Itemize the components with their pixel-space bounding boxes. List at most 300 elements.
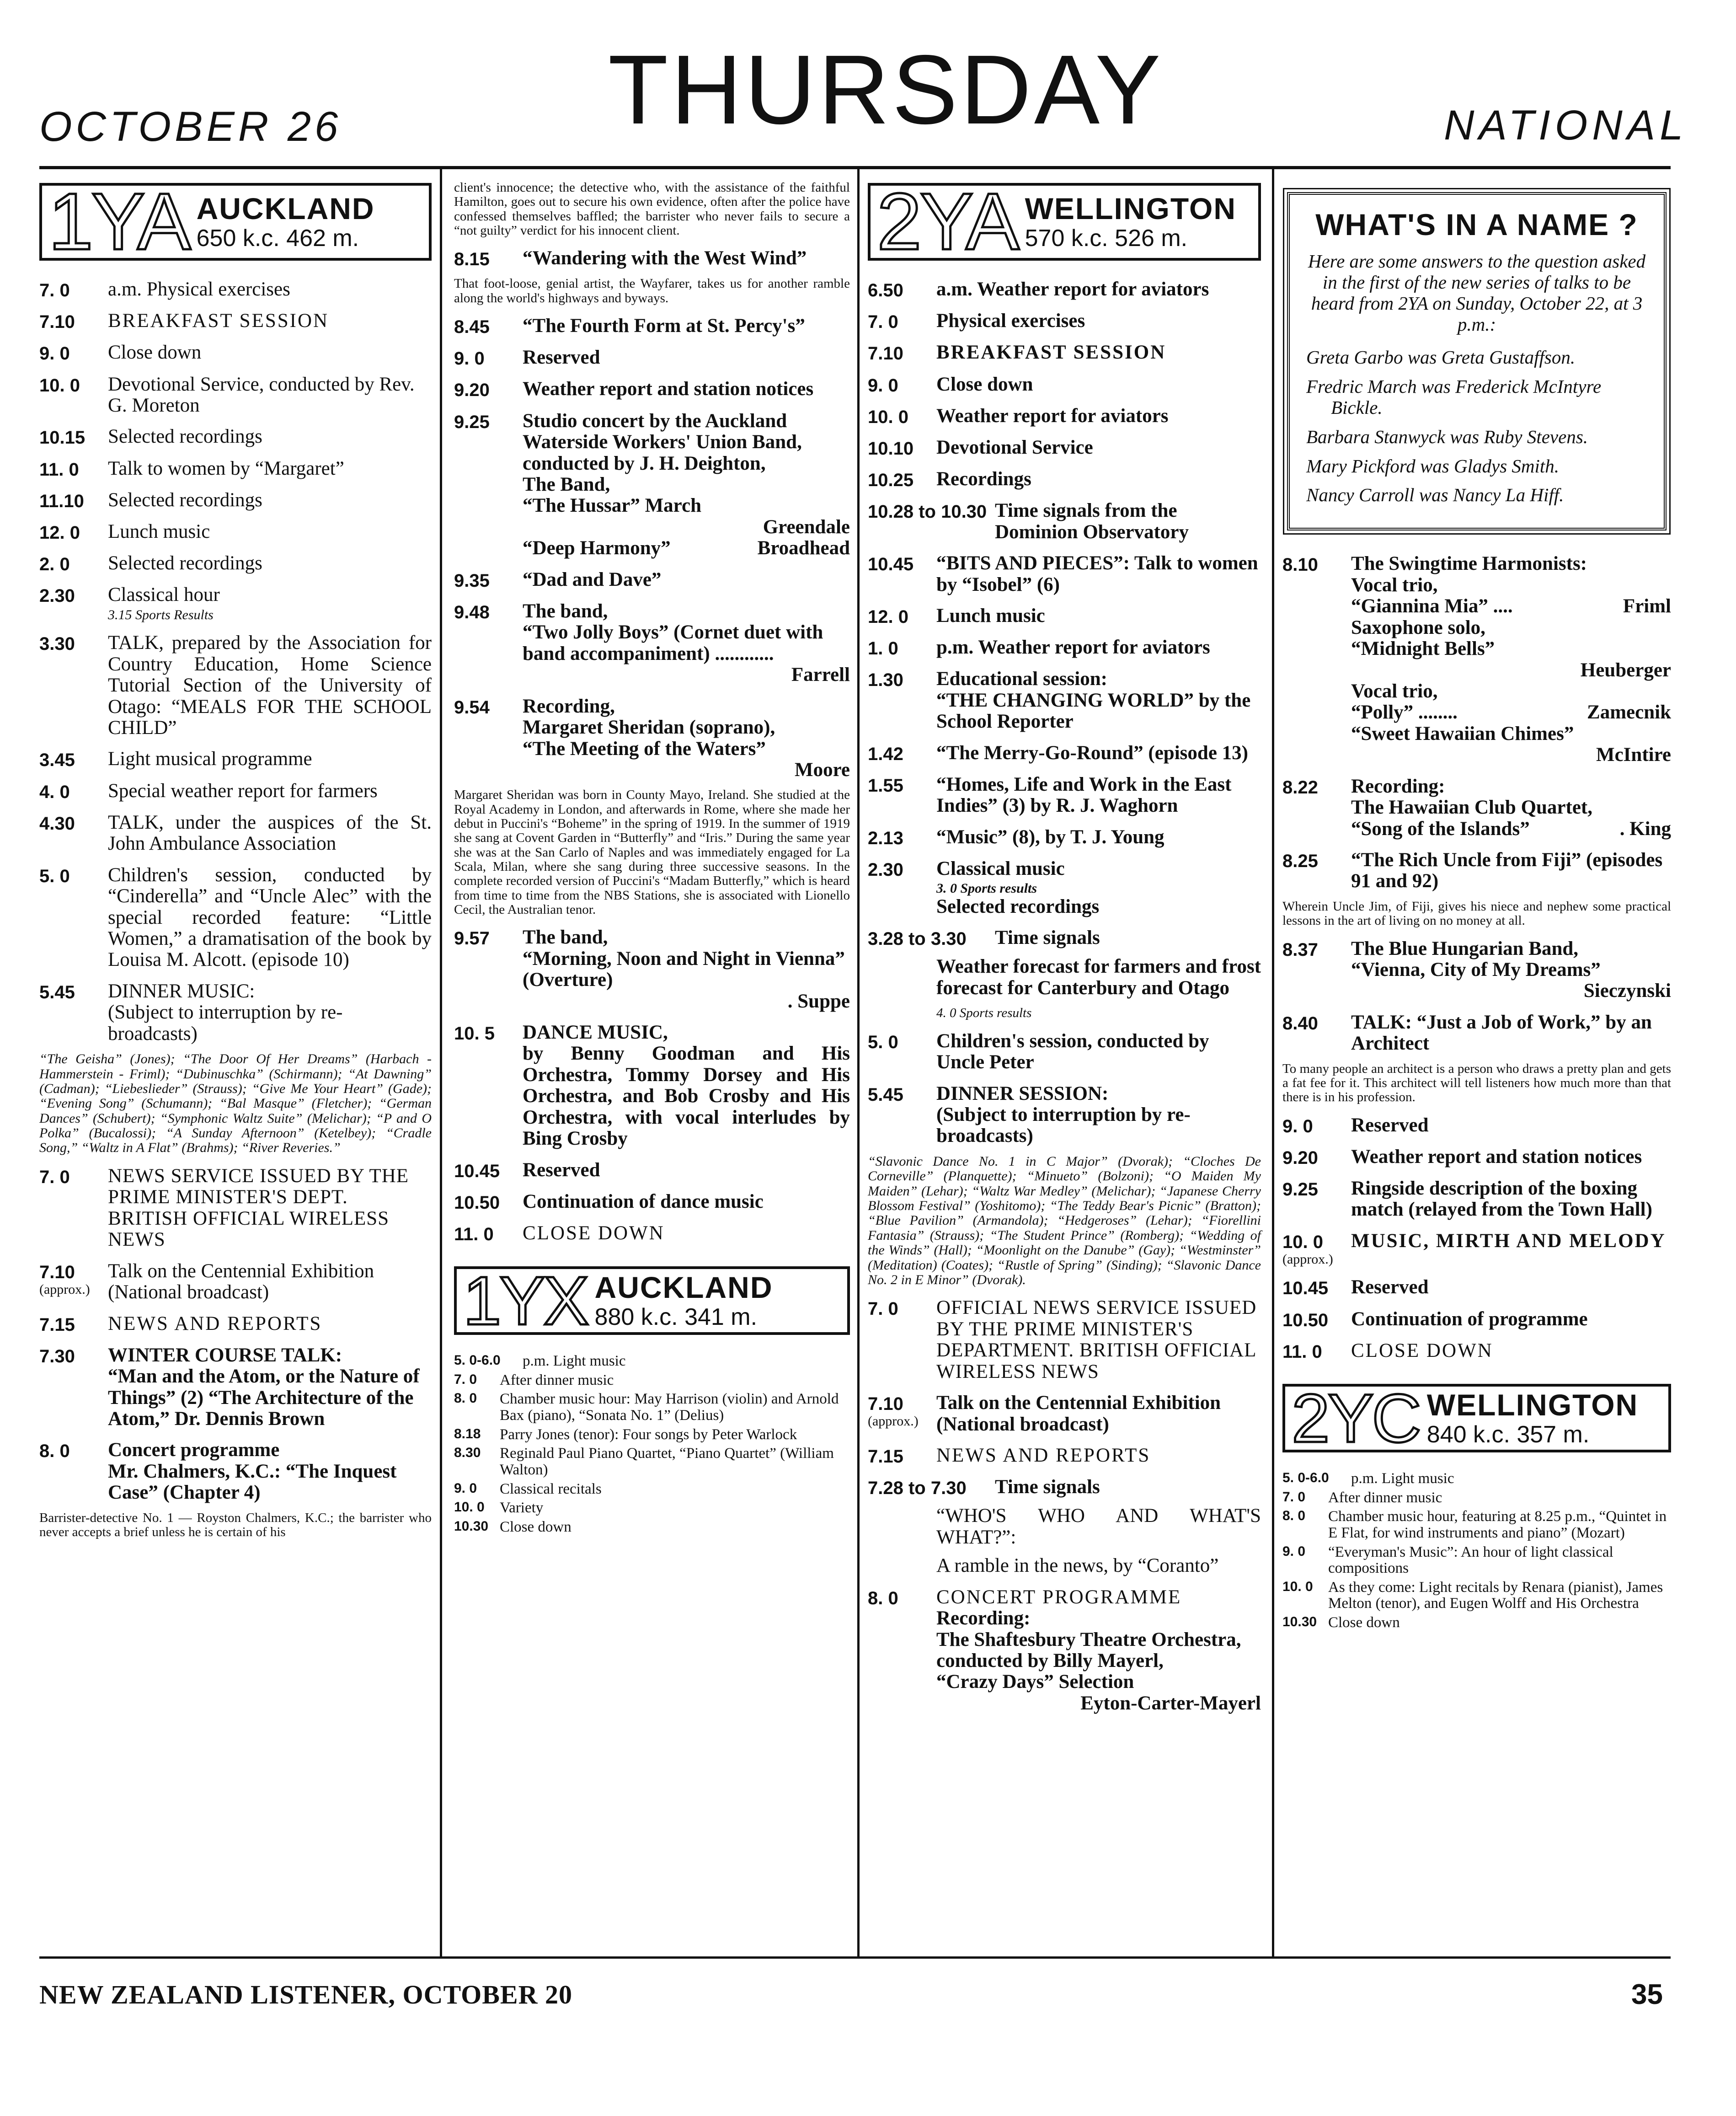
- entry-time: 7.15: [39, 1314, 75, 1335]
- programme-entry: [868, 669, 1261, 732]
- entry-subtext: A ramble in the news, by “Coranto”: [936, 1555, 1219, 1577]
- schedule-row: [454, 1481, 850, 1498]
- page-date: OCTOBER 26: [39, 103, 342, 150]
- programme-entry: [868, 311, 1261, 332]
- programme-entry: [868, 774, 1261, 817]
- entry-time: 10.45: [454, 1161, 500, 1181]
- entry-subtext: “Song of the Islands”: [1351, 818, 1530, 840]
- entry-text: The band,: [523, 927, 608, 948]
- programme-entry: [1282, 850, 1671, 892]
- entry-text: p.m. Weather report for aviators: [936, 637, 1210, 659]
- station-call-sign: 1YA: [48, 177, 189, 267]
- entry-time: 7. 0: [39, 1167, 70, 1187]
- entry-time: 10.10: [868, 438, 914, 459]
- schedule-row: [454, 1372, 850, 1389]
- programme-entry: [39, 1261, 432, 1303]
- entry-time: 7.10: [868, 343, 903, 364]
- entry-time: 7.10: [39, 312, 75, 332]
- entry-subtext: “The Hussar” March: [523, 495, 701, 517]
- entry-description: That foot-loose, genial artist, the Wayfarer, takes us for another ramble along the world's highways and byways.: [454, 276, 850, 305]
- entry-approx: (approx.): [39, 1281, 90, 1297]
- entry-time: 10. 0: [39, 375, 80, 396]
- entry-text: CLOSE DOWN: [1351, 1339, 1493, 1361]
- entry-text: Devotional Service: [936, 436, 1093, 458]
- entry-time: 8.45: [454, 317, 490, 337]
- entry-text: TALK, under the auspices of the St. John Ambulance Association: [108, 811, 432, 855]
- entry-text: The Blue Hungarian Band,: [1351, 937, 1579, 959]
- programme-entry: [39, 521, 432, 543]
- entry-time: 7. 0: [868, 312, 898, 332]
- programme-entry: [868, 743, 1261, 764]
- programme-entry: [868, 374, 1261, 396]
- programme-entry: [454, 927, 850, 1012]
- programme-entry: [454, 347, 850, 369]
- programme-entry: [1282, 1178, 1671, 1221]
- entry-time: 7. 0: [454, 1371, 477, 1387]
- programme-entry: [39, 749, 432, 770]
- entry-time: 9. 0: [868, 375, 898, 396]
- programme-entry: [454, 1022, 850, 1150]
- entry-description: Barrister-detective No. 1 — Royston Chalmers, K.C.; the barrister who never accepts a brief unless he is certain of his: [39, 1510, 432, 1540]
- entry-time: 9.20: [1282, 1147, 1318, 1168]
- entry-text: MUSIC, MIRTH AND MELODY: [1351, 1230, 1666, 1252]
- entry-time: 9.57: [454, 928, 490, 949]
- programme-entry: [868, 279, 1261, 300]
- entry-time: 1.42: [868, 744, 903, 764]
- entry-time: 8.30: [454, 1445, 481, 1461]
- entry-text: Variety: [500, 1500, 544, 1516]
- name-answer: Greta Garbo was Greta Gustaffson.: [1306, 346, 1576, 368]
- entry-text: “Homes, Life and Work in the East Indies” (3) by R. J. Waghorn: [936, 773, 1232, 817]
- entry-time: 10.45: [1282, 1278, 1329, 1299]
- entry-time: 10. 0: [1282, 1579, 1313, 1594]
- programme-entry: [39, 1166, 432, 1251]
- entry-time: 10.45: [868, 554, 914, 575]
- entry-time: 8.10: [1282, 555, 1318, 575]
- entry-text: “Dad and Dave”: [523, 568, 662, 590]
- composer: Zamecnik: [1587, 702, 1671, 723]
- entry-time: 8.37: [1282, 939, 1318, 960]
- entry-text: Recordings: [936, 468, 1031, 490]
- entry-text: “The Fourth Form at St. Percy's”: [523, 315, 805, 337]
- entry-text: Reserved: [1351, 1114, 1429, 1136]
- entry-text: DINNER SESSION:: [936, 1082, 1109, 1104]
- column-1ya: [39, 177, 432, 1549]
- programme-entry: [868, 927, 1261, 949]
- entry-time: 8.25: [1282, 851, 1318, 872]
- entry-time: 9.54: [454, 697, 490, 718]
- programme-entry: [39, 342, 432, 364]
- entry-text: Continuation of programme: [1351, 1308, 1588, 1330]
- entry-text: Weather report and station notices: [1351, 1146, 1642, 1168]
- entry-subtext: Mr. Chalmers, K.C.: “The Inquest Case” (Chapter 4): [108, 1460, 397, 1504]
- programme-entry: [868, 553, 1261, 595]
- entry-text: “BITS AND PIECES”: Talk to women by “Isobel” (6): [936, 552, 1258, 595]
- entry-time: 8. 0: [1282, 1508, 1306, 1524]
- entry-time: 4.30: [39, 813, 75, 834]
- entry-time: 3.30: [39, 634, 75, 654]
- entry-time: 6.50: [868, 280, 903, 300]
- schedule-row: [1282, 1471, 1671, 1487]
- schedule-row: [454, 1391, 850, 1424]
- entry-subtext: “Giannina Mia” ....: [1351, 595, 1513, 617]
- name-answer: Nancy Carroll was Nancy La Hiff.: [1306, 484, 1564, 506]
- entry-time: 11. 0: [39, 459, 79, 480]
- entry-subtext: The Band,: [523, 473, 610, 495]
- entry-description: Wherein Uncle Jim, of Fiji, gives his niece and nephew some practical lessons in the art of living on no money at all.: [1282, 899, 1671, 928]
- programme-entry: [39, 1313, 432, 1335]
- entry-time: 3.45: [39, 750, 75, 771]
- station-2yc-schedule: [1282, 1471, 1671, 1631]
- page-title: THURSDAY: [608, 34, 1164, 145]
- entry-text: CONCERT PROGRAMME: [936, 1586, 1182, 1608]
- entry-time: 9. 0: [454, 1480, 477, 1496]
- column-divider: [440, 169, 442, 1957]
- entry-subtext: “Vienna, City of My Dreams”: [1351, 959, 1601, 980]
- schedule-row: [1282, 1509, 1671, 1541]
- schedule-row: [454, 1353, 850, 1370]
- entry-text: Selected recordings: [108, 552, 262, 574]
- entry-time: 7.10: [39, 1262, 75, 1282]
- programme-entry: [868, 1083, 1261, 1147]
- entry-text: CLOSE DOWN: [523, 1222, 665, 1244]
- entry-subtext: “Polly” ........: [1351, 702, 1458, 723]
- entry-text: p.m. Light music: [523, 1353, 626, 1370]
- entry-text: BREAKFAST SESSION: [108, 310, 329, 332]
- entry-text: Weather report for aviators: [936, 405, 1169, 427]
- entry-text: Chamber music hour: May Harrison (violin) and Arnold Bax (piano), “Sonata No. 1” (Delius): [500, 1391, 839, 1424]
- station-name: AUCKLAND: [594, 1270, 773, 1305]
- entry-subtext: The Shaftesbury Theatre Orchestra, conducted by Billy Mayerl,: [936, 1629, 1241, 1671]
- schedule-row: [454, 1427, 850, 1443]
- entry-description: To many people an architect is a person who draws a pretty plan and gets a fat fee for it. This architect will tell listeners how much more than that there is in his profession.: [1282, 1061, 1671, 1105]
- entry-time: 2. 0: [39, 554, 70, 575]
- programme-entry: [1282, 553, 1671, 766]
- entry-text: DANCE MUSIC,: [523, 1021, 668, 1043]
- programme-entry: [868, 1477, 1261, 1498]
- column-divider: [857, 169, 860, 1957]
- entry-text: a.m. Weather report for aviators: [936, 279, 1209, 300]
- station-frequency: 650 k.c. 462 m.: [196, 225, 359, 252]
- composer: McIntire: [1596, 744, 1671, 766]
- entry-time: 1. 0: [868, 638, 898, 659]
- programme-entry: [868, 858, 1261, 917]
- entry-text: “The Rich Uncle from Fiji” (episodes 91 and 92): [1351, 849, 1663, 892]
- station-box-2ya: [868, 177, 1261, 267]
- programme-entry: [868, 827, 1261, 848]
- entry-text: Lunch music: [108, 521, 210, 542]
- entry-text: NEWS AND REPORTS: [108, 1312, 322, 1334]
- entry-time: 1.30: [868, 670, 903, 691]
- entry-subtext: “Two Jolly Boys” (Cornet duet with band accompaniment) ............: [523, 621, 823, 664]
- entry-subtext: “Crazy Days” Selection: [936, 1671, 1134, 1693]
- entry-time: 5. 0-6.0: [1282, 1470, 1329, 1486]
- entry-text: Close down: [500, 1518, 572, 1535]
- entry-text: NEWS SERVICE ISSUED BY THE PRIME MINISTER'S DEPT. BRITISH OFFICIAL WIRELESS NEWS: [108, 1165, 409, 1251]
- entry-time: 9.20: [454, 380, 490, 401]
- entry-subtext: “Deep Harmony”: [523, 537, 671, 559]
- entry-text: “The Merry-Go-Round” (episode 13): [936, 742, 1248, 764]
- entry-time: 2.13: [868, 828, 903, 848]
- programme-entry: [39, 1345, 432, 1430]
- programme-entry: [454, 411, 850, 559]
- box-intro: Here are some answers to the question asked in the first of the new series of talks to be heard from 2YA on Sunday, October 22, at 3 p.m.:: [1308, 251, 1646, 335]
- programme-entry: [868, 637, 1261, 659]
- entry-text: p.m. Light music: [1351, 1470, 1454, 1487]
- publication-footer: NEW ZEALAND LISTENER, OCTOBER 20: [39, 1980, 572, 2009]
- entry-subtext: The Hawaiian Club Quartet,: [1351, 797, 1592, 819]
- schedule-row: [1282, 1544, 1671, 1577]
- composer: . Suppe: [787, 990, 850, 1012]
- composer: Greendale: [763, 516, 850, 538]
- entry-subtext: (Subject to interruption by re-broadcasts): [108, 1002, 343, 1045]
- entry-time: 10.30: [454, 1518, 489, 1534]
- entry-text: BREAKFAST SESSION: [936, 342, 1166, 364]
- entry-text: TALK, prepared by the Association for Country Education, Home Science Tutorial Section of the University of Otago: “MEALS FOR THE SCHOOL CHILD”: [108, 632, 432, 739]
- entry-text: Educational session:: [936, 668, 1107, 690]
- entry-text: Light musical programme: [108, 748, 312, 770]
- composer: . King: [1619, 818, 1671, 840]
- programme-entry: [868, 1297, 1261, 1382]
- entry-time: 10. 0: [454, 1500, 485, 1515]
- entry-subtext: “THE CHANGING WORLD” by the School Reporter: [936, 689, 1251, 733]
- entry-time: 12. 0: [868, 607, 908, 627]
- footer-rule: [39, 1956, 1671, 1959]
- entry-time: 8.18: [454, 1426, 481, 1441]
- station-1yx-schedule: [454, 1353, 850, 1535]
- entry-time: 10. 5: [454, 1023, 495, 1044]
- entry-description: Margaret Sheridan was born in County Mayo, Ireland. She studied at the Royal Academy in London, and afterwards in Rome, where she made her debut in Puccini's “Boheme” in the spring of 1919. In the summer of 1919 she sang at Covent Garden in “Butterfly” and “Iris.” During the same year she was at the San Carlo of Naples and was immediately engaged for La Scala, Milan, where she sang during three successive seasons. In the complete recorded version of Puccini's “Madam Butterfly,” which is heard from time to time from the NBS Stations, she is associated with Lionello Cecil, the Australian tenor.: [454, 787, 850, 917]
- entry-text: Continuation of dance music: [523, 1190, 764, 1212]
- programme-entry: [868, 437, 1261, 459]
- programme-entry: [1282, 1115, 1671, 1136]
- station-name: AUCKLAND: [196, 192, 375, 226]
- schedule-row: [1282, 1580, 1671, 1612]
- station-box-2yc: [1282, 1380, 1671, 1457]
- entry-time: 8.15: [454, 249, 490, 270]
- entry-text: Special weather report for farmers: [108, 780, 378, 802]
- programme-entry: [1282, 1231, 1671, 1267]
- programme-entry: [868, 469, 1261, 490]
- station-box-1yx: [454, 1262, 850, 1339]
- entry-subtext: “Morning, Noon and Night in Vienna” (Overture): [523, 948, 845, 991]
- programme-entry: [1282, 1277, 1671, 1298]
- entry-time: 8. 0: [39, 1441, 70, 1462]
- network-label: NATIONAL: [1444, 102, 1688, 149]
- schedule-row: [454, 1500, 850, 1516]
- entry-text: Children's session, conducted by “Cinderella” and “Uncle Alec” with the special recorded feature: “Little Women,” a dramatisation of the book by Louisa M. Alcott. (episode 10): [108, 864, 432, 971]
- composer: Heuberger: [1580, 659, 1671, 681]
- entry-time: 11. 0: [454, 1224, 494, 1244]
- names-list: [1306, 347, 1647, 506]
- dinner-music-list: “Slavonic Dance No. 1 in C Major” (Dvorak); “Cloches De Corneville” (Planquette); “Minueto” (Bolzoni); “O Maiden My Maiden” (Lehar); “Waltz War Medley” (Melichar); “Japanese Cherry Blossom Festival” (Yoshitomo); “The Teddy Bear's Picnic” (Bratton); “Blue Pavilion” (Armandola); “Hedgeroses” (Lehar); “Fiorellini Fantasia” (Strauss); “The Student Prince” (Romberg); “Wedding of the Winds” (Hall); “Moonlight on the Danube” (Gay); “Westminster” (Meditation) (Coates); “Rustle of Spring” (Sinding); “Slavonic Dance No. 2 in E Minor” (Dvorak).: [868, 1153, 1261, 1287]
- entry-subtext: (Subject to interruption by re-broadcasts): [936, 1104, 1191, 1147]
- entry-subtext: Margaret Sheridan (soprano),: [523, 717, 775, 739]
- entry-time: 10.15: [39, 428, 85, 448]
- entry-text: Time signals: [995, 1476, 1100, 1498]
- column-1ya-continued: [454, 181, 850, 1538]
- programme-entry: [39, 584, 432, 622]
- whats-in-a-name-box: [1287, 192, 1667, 530]
- programme-entry: [1282, 776, 1671, 840]
- programme-entry: [39, 490, 432, 511]
- entry-text: Talk on the Centennial Exhibition (National broadcast): [108, 1260, 374, 1303]
- entry-time: 10.50: [1282, 1310, 1329, 1330]
- programme-entry: [39, 311, 432, 332]
- entry-time: 5. 0: [868, 1032, 898, 1052]
- programme-entry: [454, 379, 850, 400]
- entry-text: Time signals from the Dominion Observatory: [995, 500, 1189, 543]
- entry-time: 7. 0: [868, 1299, 898, 1319]
- entry-subtext: Weather forecast for farmers and frost forecast for Canterbury and Otago: [936, 956, 1261, 999]
- entry-text: Studio concert by the Auckland Waterside Workers' Union Band, conducted by J. H. Deighton,: [523, 410, 802, 474]
- entry-time: 2.30: [868, 860, 903, 880]
- entry-text: a.m. Physical exercises: [108, 279, 290, 300]
- entry-text: Selected recordings: [108, 426, 262, 448]
- entry-time: 10.25: [868, 470, 914, 491]
- entry-text: NEWS AND REPORTS: [936, 1444, 1151, 1466]
- entry-subtext: Vocal trio,: [1351, 574, 1438, 596]
- entry-text: Chamber music hour, featuring at 8.25 p.m., “Quintet in E Flat, for wind instruments and piano” (Mozart): [1328, 1508, 1667, 1541]
- schedule-row: [1282, 1490, 1671, 1506]
- entry-text: Talk on the Centennial Exhibition (National broadcast): [936, 1392, 1221, 1435]
- name-answer: Fredric March was Frederick McIntyre Bickle.: [1306, 375, 1602, 418]
- programme-entry: [39, 1440, 432, 1503]
- entry-text: As they come: Light recitals by Renara (pianist), James Melton (tenor), and Eugen Wolff and His Orchestra: [1328, 1579, 1663, 1612]
- entry-time: 1.55: [868, 775, 903, 796]
- programme-entry: [1282, 1012, 1671, 1055]
- entry-time: 10.28 to 10.30: [868, 502, 987, 522]
- programme-entry: [1282, 1146, 1671, 1168]
- programme-entry: [1282, 1309, 1671, 1330]
- entry-time: 11. 0: [1282, 1341, 1322, 1362]
- entry-text: Classical hour: [108, 584, 220, 606]
- entry-text: After dinner music: [1328, 1489, 1442, 1506]
- entry-time: 5.45: [39, 982, 75, 1002]
- entry-time: 5. 0: [39, 866, 70, 886]
- entry-text: WINTER COURSE TALK:: [108, 1344, 342, 1366]
- entry-text: Parry Jones (tenor): Four songs by Peter Warlock: [500, 1426, 797, 1443]
- programme-entry: [454, 1160, 850, 1181]
- programme-entry: [868, 605, 1261, 627]
- programme-entry: [454, 696, 850, 781]
- entry-subtext: “WHO'S WHO AND WHAT'S WHAT?”:: [936, 1505, 1261, 1548]
- programme-entry: [868, 1445, 1261, 1467]
- entry-note: 3. 0 Sports results: [936, 881, 1037, 896]
- programme-entry: [868, 406, 1261, 427]
- entry-subtext: Saxophone solo,: [1351, 616, 1485, 638]
- name-answer: Mary Pickford was Gladys Smith.: [1306, 455, 1560, 477]
- entry-time: 9. 0: [39, 343, 70, 364]
- entry-text: Devotional Service, conducted by Rev. G. Moreton: [108, 373, 415, 416]
- entry-subtext: by Benny Goodman and His Orchestra, Tommy Dorsey and His Orchestra, and Bob Crosby and His Orchestra, with vocal interludes by Bing Crosby: [523, 1043, 850, 1150]
- entry-text: Reginald Paul Piano Quartet, “Piano Quartet” (William Walton): [500, 1445, 834, 1478]
- composer: Eyton-Carter-Mayerl: [1080, 1692, 1261, 1714]
- composer: Broadhead: [757, 537, 850, 559]
- entry-time: 8.22: [1282, 777, 1318, 798]
- programme-entry: [868, 1393, 1261, 1435]
- entry-text: Classical music: [936, 858, 1065, 879]
- programme-entry: [454, 601, 850, 686]
- entry-text: Recording,: [523, 695, 615, 717]
- box-title: WHAT'S IN A NAME ?: [1315, 208, 1638, 241]
- programme-entry: [39, 632, 432, 739]
- entry-time: 8. 0: [868, 1588, 898, 1608]
- programme-entry: [39, 426, 432, 448]
- entry-text: Close down: [1328, 1614, 1400, 1631]
- programme-entry: [39, 458, 432, 480]
- entry-time: 8.40: [1282, 1013, 1318, 1034]
- entry-approx: (approx.): [1282, 1252, 1333, 1267]
- composer: Moore: [795, 759, 850, 781]
- entry-time: 4. 0: [39, 782, 70, 802]
- station-name: WELLINGTON: [1426, 1388, 1639, 1422]
- entry-time: 9. 0: [1282, 1116, 1313, 1136]
- entry-time: 7.15: [868, 1446, 903, 1467]
- entry-note: 4. 0 Sports results: [936, 1006, 1032, 1021]
- programme-entry: [39, 865, 432, 971]
- entry-time: 9.35: [454, 570, 490, 591]
- programme-entry: [868, 342, 1261, 364]
- entry-time: 11.10: [39, 491, 84, 511]
- entry-text: “Music” (8), by T. J. Young: [936, 826, 1164, 848]
- entry-time: 9. 0: [1282, 1543, 1306, 1559]
- entry-text: Close down: [936, 373, 1033, 395]
- station-frequency: 840 k.c. 357 m.: [1426, 1421, 1590, 1448]
- entry-time: 8. 0: [454, 1391, 477, 1406]
- entry-time: 5.45: [868, 1084, 903, 1105]
- entry-time: 10.50: [454, 1192, 500, 1213]
- entry-note: 3.15 Sports Results: [108, 607, 214, 622]
- programme-entry: [1282, 1340, 1671, 1362]
- programme-entry: [39, 781, 432, 802]
- entry-text: Concert programme: [108, 1439, 280, 1461]
- entry-text: Selected recordings: [108, 489, 262, 511]
- entry-text: Children's session, conducted by Uncle Peter: [936, 1030, 1209, 1073]
- composer: Sieczynski: [1583, 980, 1671, 1002]
- programme-entry: [868, 1587, 1261, 1714]
- entry-text: The band,: [523, 600, 608, 622]
- station-box-1ya: [39, 177, 432, 267]
- entry-subtext: “Man and the Atom, or the Nature of Things” (2) “The Architecture of the Atom,” Dr. Dennis Brown: [108, 1366, 420, 1430]
- schedule-row: [1282, 1615, 1671, 1631]
- programme-entry: [454, 1191, 850, 1213]
- entry-text: The Swingtime Harmonists:: [1351, 553, 1587, 575]
- programme-entry: [454, 248, 850, 269]
- entry-time: 9.25: [454, 412, 490, 432]
- station-call-sign: 2YC: [1292, 1380, 1420, 1457]
- entry-text: Reserved: [523, 347, 600, 369]
- entry-time: 9.48: [454, 602, 490, 622]
- entry-text: Talk to women by “Margaret”: [108, 457, 344, 479]
- entry-description: client's innocence; the detective who, with the assistance of the faithful Hamilton, goes out to secure his own evidence, often after the police have confessed themselves baffled; the barrister who never fails to secure a “not guilty” verdict for his innocent client.: [454, 180, 850, 238]
- entry-subtext: Recording:: [936, 1607, 1031, 1629]
- entry-text: Recording:: [1351, 775, 1445, 797]
- entry-text: TALK: “Just a Job of Work,” by an Architect: [1351, 1011, 1652, 1055]
- entry-subtext: “Sweet Hawaiian Chimes”: [1351, 723, 1574, 745]
- entry-text: Ringside description of the boxing match (relayed from the Town Hall): [1351, 1178, 1652, 1221]
- entry-subtext: Selected recordings: [936, 895, 1100, 917]
- name-answer: Barbara Stanwyck was Ruby Stevens.: [1306, 426, 1588, 447]
- entry-time: 10. 0: [868, 407, 908, 427]
- page-number: 35: [1631, 1979, 1663, 2010]
- entry-text: Close down: [108, 342, 202, 364]
- dinner-music-list: “The Geisha” (Jones); “The Door Of Her Dreams” (Harbach - Hammerstein - Friml); “Dubinuschka” (Schirmann); “At Dawning” (Cadman); “Liebeslieder” (Strauss); “Give Me Your Heart” (Gade); “Evening Song” (Schumann); “Bal Masque” (Fletcher); “German Dances” (Schubert); “Symphonic Waltz Suite” (Melichar); “P and O Polka” (Bucalossi); “A Sunday Afternoon” (Ketelbey); “Cradle Song,” “Waltz in A Flat” (Brahms); “River Reveries.”: [39, 1051, 432, 1156]
- entry-time: 5. 0-6.0: [454, 1353, 501, 1368]
- entry-time: 7.30: [39, 1346, 75, 1366]
- programme-entry: [39, 279, 432, 300]
- entry-text: “Wandering with the West Wind”: [523, 247, 807, 269]
